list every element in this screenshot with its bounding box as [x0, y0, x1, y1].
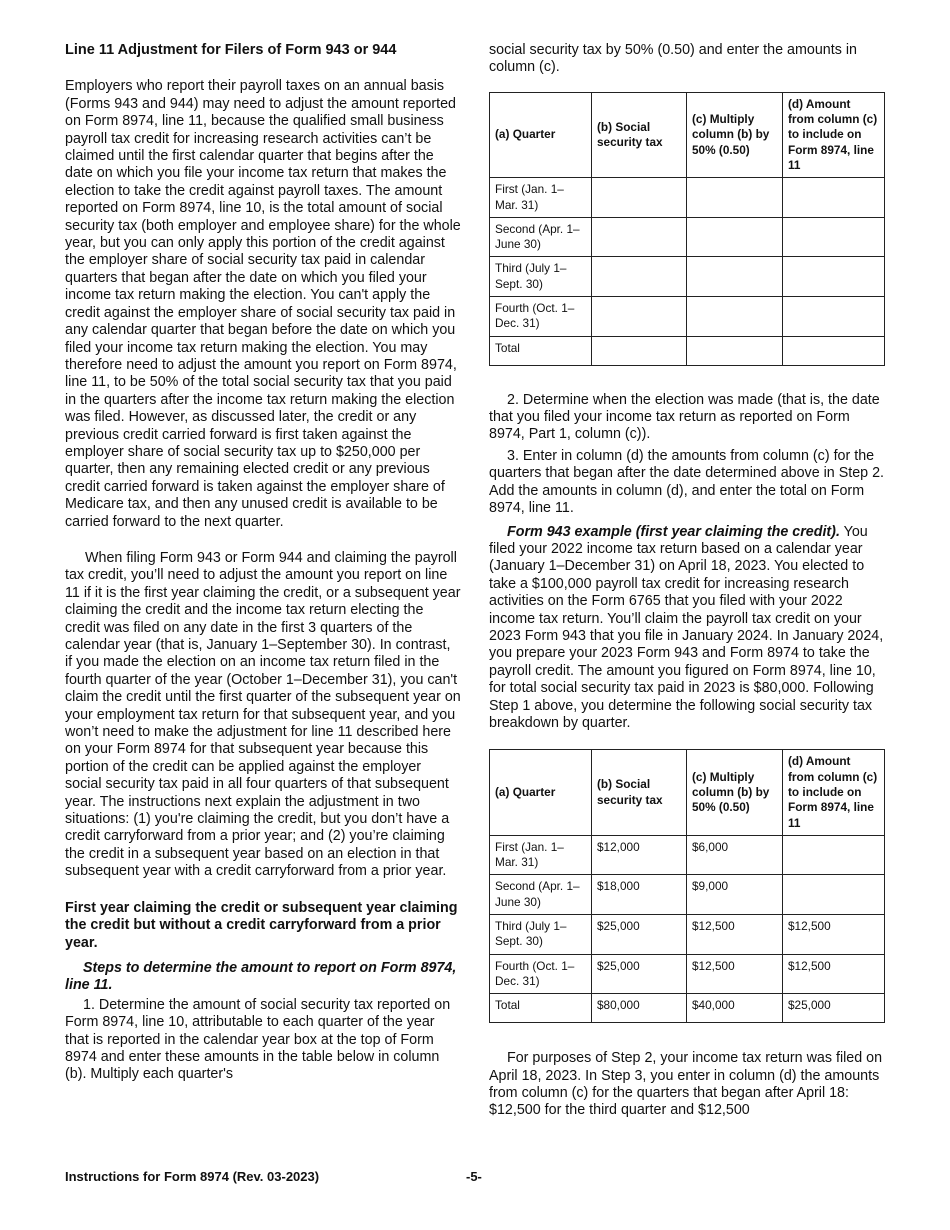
quarter-cell: Third (July 1–Sept. 30): [490, 257, 592, 297]
cell-b: $18,000: [592, 875, 687, 915]
cell-d: $12,500: [783, 915, 885, 955]
cell-d: [783, 178, 885, 218]
cell-b: $25,000: [592, 954, 687, 994]
cell-c: $40,000: [687, 994, 783, 1023]
table-row: [490, 835, 885, 875]
filing-paragraph: When filing Form 943 or Form 944 and claiming the payroll tax credit, you’ll need to adjust the amount you report on line 11 if it is the first year claiming the credit, or a subsequent year claiming the credit and the income tax return electing the credit was filed on any date in the first 3 quarters of the calendar year (that is, January 1–September 30). In contrast, if you made the election on an income tax return filed in the fourth quarter of the year (October 1–December 31), you can't claim the credit until the first quarter of the subsequent year on your employment tax return for that subsequent year, and you won’t need to make the adjustment for line 11 described here on your Form 8974 for that subsequent year because this portion of the credit can be applied against the employer social security tax paid in all four quarters of that subsequent year. The instructions next explain the adjustment in two situations: (1) you're claiming the credit, but you don’t have a credit carryforward from a prior year; and (2) you’re claiming the credit in a subsequent year based on an election in that subsequent year with a credit carryforward from a prior year.: [65, 549, 461, 880]
cell-c: [687, 217, 783, 257]
step-2: 2. Determine when the election was made (that is, the date that you filed your income tax return as reported on Form 8974, Part 1, column (c)).: [489, 391, 880, 443]
header-amount: (d) Amount from column (c) to include on Form 8974, line 11: [783, 92, 885, 177]
cell-b: [592, 336, 687, 365]
cell-d: [783, 336, 885, 365]
cell-d: [783, 875, 885, 915]
step-3: 3. Enter in column (d) the amounts from column (c) for the quarters that began after the date determined above in Step 2. Add the amounts in column (d), and enter the total on Form 8974, line 11.: [489, 447, 885, 517]
cell-d: [783, 217, 885, 257]
step-1: 1. Determine the amount of social security tax reported on Form 8974, line 10, attributable to each quarter of the year that is reported in the calendar year box at the top of Form 8974 and enter these amounts in the table below in column (b). Multiply each quarter's: [65, 996, 451, 1083]
table-row: [490, 217, 885, 257]
closing-paragraph: For purposes of Step 2, your income tax return was filed on April 18, 2023. In Step 3, you enter in column (d) the amounts from column (c) for the quarters that began after April 18: $12,500 for the third quarter and $12,500: [489, 1050, 883, 1119]
table-total-row: [490, 994, 885, 1023]
cell-b: [592, 257, 687, 297]
header-social-security-tax: (b) Social security tax: [592, 750, 687, 835]
table-header-row: [490, 92, 885, 177]
quarter-cell: Second (Apr. 1–June 30): [490, 217, 592, 257]
page-number: -5-: [466, 1169, 482, 1184]
example-title: Form 943 example (first year claiming the credit).: [507, 523, 840, 540]
total-label: Total: [490, 336, 592, 365]
header-multiply: (c) Multiply column (b) by 50% (0.50): [687, 750, 783, 835]
cell-c: $12,500: [687, 915, 783, 955]
footer-form-title: Instructions for Form 8974 (Rev. 03-2023): [65, 1169, 320, 1184]
header-multiply: (c) Multiply column (b) by 50% (0.50): [687, 92, 783, 177]
cell-b: $80,000: [592, 994, 687, 1023]
steps-title: Steps to determine the amount to report on Form 8974, line 11.: [65, 959, 457, 994]
table-row: [490, 954, 885, 994]
left-column: [65, 42, 461, 1088]
cell-b: [592, 217, 687, 257]
header-quarter: (a) Quarter: [490, 92, 592, 177]
table-header-row: [490, 750, 885, 835]
right-column: [489, 42, 885, 1124]
cell-c: [687, 297, 783, 337]
table-row: [490, 178, 885, 218]
cell-b: $25,000: [592, 915, 687, 955]
cell-c: [687, 336, 783, 365]
header-quarter: (a) Quarter: [490, 750, 592, 835]
header-social-security-tax: (b) Social security tax: [592, 92, 687, 177]
situation-subheading: First year claiming the credit or subsequent year claiming the credit but without a credit carryforward from a prior year.: [65, 899, 458, 951]
quarter-cell: Fourth (Oct. 1–Dec. 31): [490, 297, 592, 337]
step-1-continued: social security tax by 50% (0.50) and enter the amounts in column (c).: [489, 42, 857, 76]
cell-c: $6,000: [687, 835, 783, 875]
section-heading: Line 11 Adjustment for Filers of Form 943 or 944: [65, 42, 397, 58]
quarter-cell: First (Jan. 1–Mar. 31): [490, 835, 592, 875]
example-body: You filed your 2022 income tax return based on a calendar year (January 1–December 31) on April 18, 2023. You elected to take a $100,000 payroll tax credit for increasing research activities on the Form 6765 that you filed with your 2022 income tax return. You’ll claim the payroll tax credit on your 2023 Form 943 that you file in January 2024. In January 2024, you prepare your 2023 Form 943 and Form 8974 to take the payroll credit. The amount you figured on Form 8974, line 10, for total social security tax paid in 2023 is $80,000. Following Step 1 above, you determine the following social security tax breakdown by quarter.: [489, 523, 884, 731]
blank-quarter-table: [489, 92, 885, 366]
quarter-cell: Third (July 1–Sept. 30): [490, 915, 592, 955]
quarter-cell: First (Jan. 1–Mar. 31): [490, 178, 592, 218]
total-label: Total: [490, 994, 592, 1023]
cell-b: $12,000: [592, 835, 687, 875]
cell-d: [783, 835, 885, 875]
table-row: [490, 257, 885, 297]
cell-b: [592, 297, 687, 337]
quarter-cell: Second (Apr. 1–June 30): [490, 875, 592, 915]
table-row: [490, 875, 885, 915]
header-amount: (d) Amount from column (c) to include on Form 8974, line 11: [783, 750, 885, 835]
cell-c: [687, 257, 783, 297]
cell-d: [783, 297, 885, 337]
cell-c: $9,000: [687, 875, 783, 915]
example-quarter-table: [489, 749, 885, 1023]
intro-paragraph: Employers who report their payroll taxes on an annual basis (Forms 943 and 944) may need to adjust the amount reported on Form 8974, line 11, because the qualified small business payroll tax credit for increasing research activities can’t be claimed until the first calendar quarter that begins after the date on which you file your income tax return that makes the election to take the credit against payroll taxes. The amount reported on Form 8974, line 10, is the total amount of social security tax (both employer and employee share) for the whole year, but you can only apply this portion of the credit against the employer share of social security tax paid in calendar quarters that began after the date on which you filed your income tax return making the election. You can't apply the credit against the employer share of social security tax paid in any calendar quarter that began before the date on which you filed your income tax return making the election. You may therefore need to adjust the amount you report on Form 8974, line 11, to be 50% of the total social security tax that you paid in the quarters after the income tax return making the election was filed. However, as discussed later, the credit or any previous credit carried forward is first taken against the employer share of social security tax up to $250,000 per quarter, then any remaining elected credit or any previous credit carried forward is taken against the employer share of Medicare tax, and then any unused credit is available to be carried forward to the next quarter.: [65, 78, 461, 530]
cell-d: $25,000: [783, 994, 885, 1023]
quarter-cell: Fourth (Oct. 1–Dec. 31): [490, 954, 592, 994]
cell-d: $12,500: [783, 954, 885, 994]
table-row: [490, 297, 885, 337]
cell-b: [592, 178, 687, 218]
cell-d: [783, 257, 885, 297]
table-row: [490, 915, 885, 955]
table-total-row: [490, 336, 885, 365]
cell-c: [687, 178, 783, 218]
example-paragraph: [489, 524, 885, 733]
cell-c: $12,500: [687, 954, 783, 994]
